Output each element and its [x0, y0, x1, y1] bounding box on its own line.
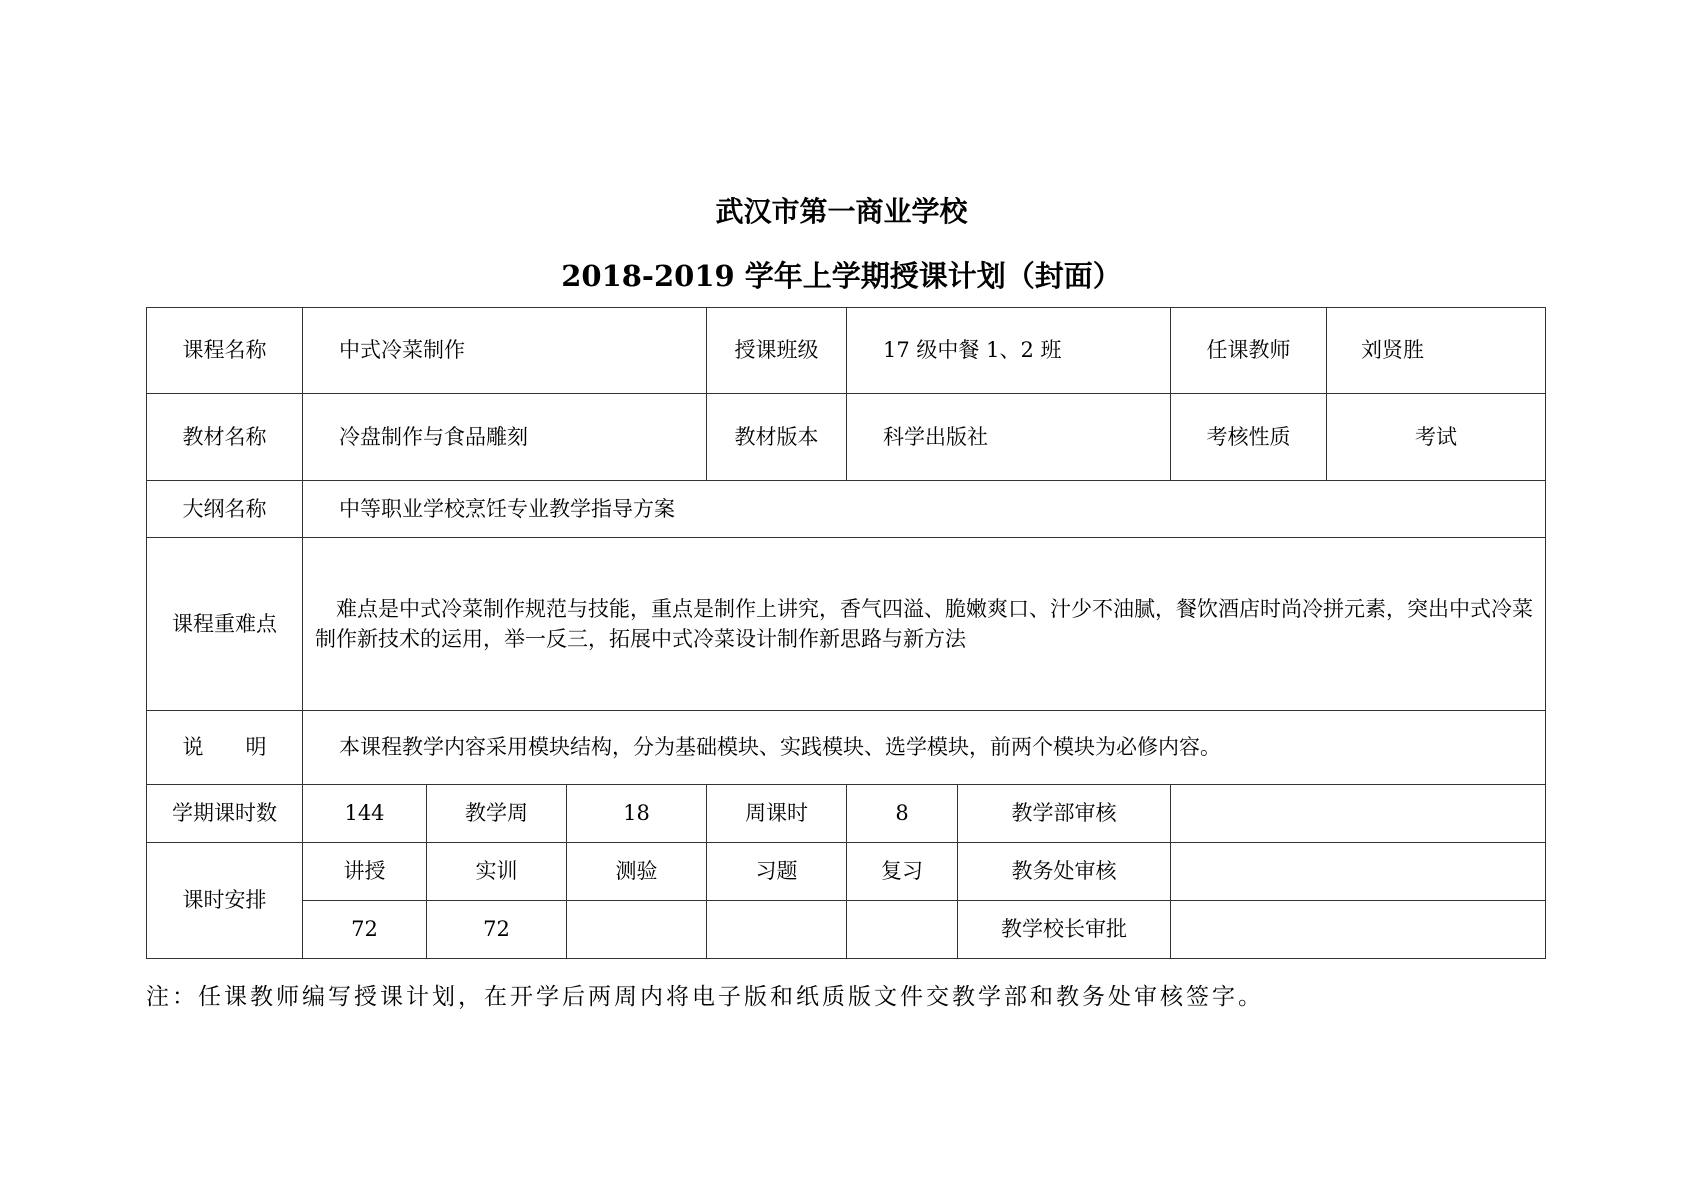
- keypoints-cell: [303, 538, 1546, 711]
- office-review-signature: [1171, 843, 1546, 901]
- class-label: 授课班级: [707, 308, 847, 394]
- course-name-label: 课程名称: [147, 308, 303, 394]
- footnote: 注：任课教师编写授课计划，在开学后两周内将电子版和纸质版文件交教学部和教务处审核签字。: [146, 984, 1264, 1010]
- row-keypoints: [147, 538, 1546, 711]
- row-hours: [147, 785, 1546, 843]
- principal-approval-label: 教学校长审批: [958, 901, 1171, 959]
- dept-review-label: 教学部审核: [958, 785, 1171, 843]
- textbook-value: 冷盘制作与食品雕刻: [303, 394, 707, 481]
- row-course: [147, 308, 1546, 394]
- notes-cell: [303, 711, 1546, 785]
- dept-review-signature: [1171, 785, 1546, 843]
- row-textbook: [147, 394, 1546, 481]
- class-value: 17 级中餐 1、2 班: [847, 308, 1171, 394]
- principal-approval-signature: [1171, 901, 1546, 959]
- exercise-label: 习题: [707, 843, 847, 901]
- hours-label: 学期课时数: [147, 785, 303, 843]
- schedule-label: 课时安排: [147, 843, 303, 959]
- practice-value: 72: [427, 901, 567, 959]
- lecture-label: 讲授: [303, 843, 427, 901]
- edition-label: 教材版本: [707, 394, 847, 481]
- test-label: 测验: [567, 843, 707, 901]
- school-name: 武汉市第一商业学校: [715, 195, 968, 228]
- row-syllabus: [147, 481, 1546, 538]
- keypoints-label: 课程重难点: [147, 538, 303, 711]
- practice-label: 实训: [427, 843, 567, 901]
- test-value: [567, 901, 707, 959]
- teaching-plan-table: [146, 307, 1546, 959]
- weekly-hours-label: 周课时: [707, 785, 847, 843]
- notes-label: 说 明: [147, 711, 303, 785]
- row-schedule-values: [147, 901, 1546, 959]
- document-title: 2018-2019 学年上学期授课计划（封面）: [561, 259, 1122, 293]
- weekly-hours-value: 8: [847, 785, 958, 843]
- review-value: [847, 901, 958, 959]
- notes-value: 本课程教学内容采用模块结构，分为基础模块、实践模块、选学模块，前两个模块为必修内容。: [339, 735, 1221, 760]
- hours-value: 144: [303, 785, 427, 843]
- lecture-value: 72: [303, 901, 427, 959]
- syllabus-label: 大纲名称: [147, 481, 303, 538]
- office-review-label: 教务处审核: [958, 843, 1171, 901]
- teacher-value: 刘贤胜: [1327, 308, 1546, 394]
- weeks-value: 18: [567, 785, 707, 843]
- edition-value: 科学出版社: [847, 394, 1171, 481]
- keypoints-value: 难点是中式冷菜制作规范与技能，重点是制作上讲究，香气四溢、脆嫩爽口、汁少不油腻，餐饮酒店时尚冷拼元素，突出中式冷菜制作新技术的运用，举一反三，拓展中式冷菜设计制作新思路与新方法: [315, 596, 1533, 651]
- textbook-label: 教材名称: [147, 394, 303, 481]
- assessment-value: 考试: [1327, 394, 1546, 481]
- row-notes: [147, 711, 1546, 785]
- exercise-value: [707, 901, 847, 959]
- course-name-value: 中式冷菜制作: [303, 308, 707, 394]
- row-schedule-headers: [147, 843, 1546, 901]
- review-label: 复习: [847, 843, 958, 901]
- teacher-label: 任课教师: [1171, 308, 1327, 394]
- syllabus-value: 中等职业学校烹饪专业教学指导方案: [303, 481, 1546, 538]
- assessment-label: 考核性质: [1171, 394, 1327, 481]
- weeks-label: 教学周: [427, 785, 567, 843]
